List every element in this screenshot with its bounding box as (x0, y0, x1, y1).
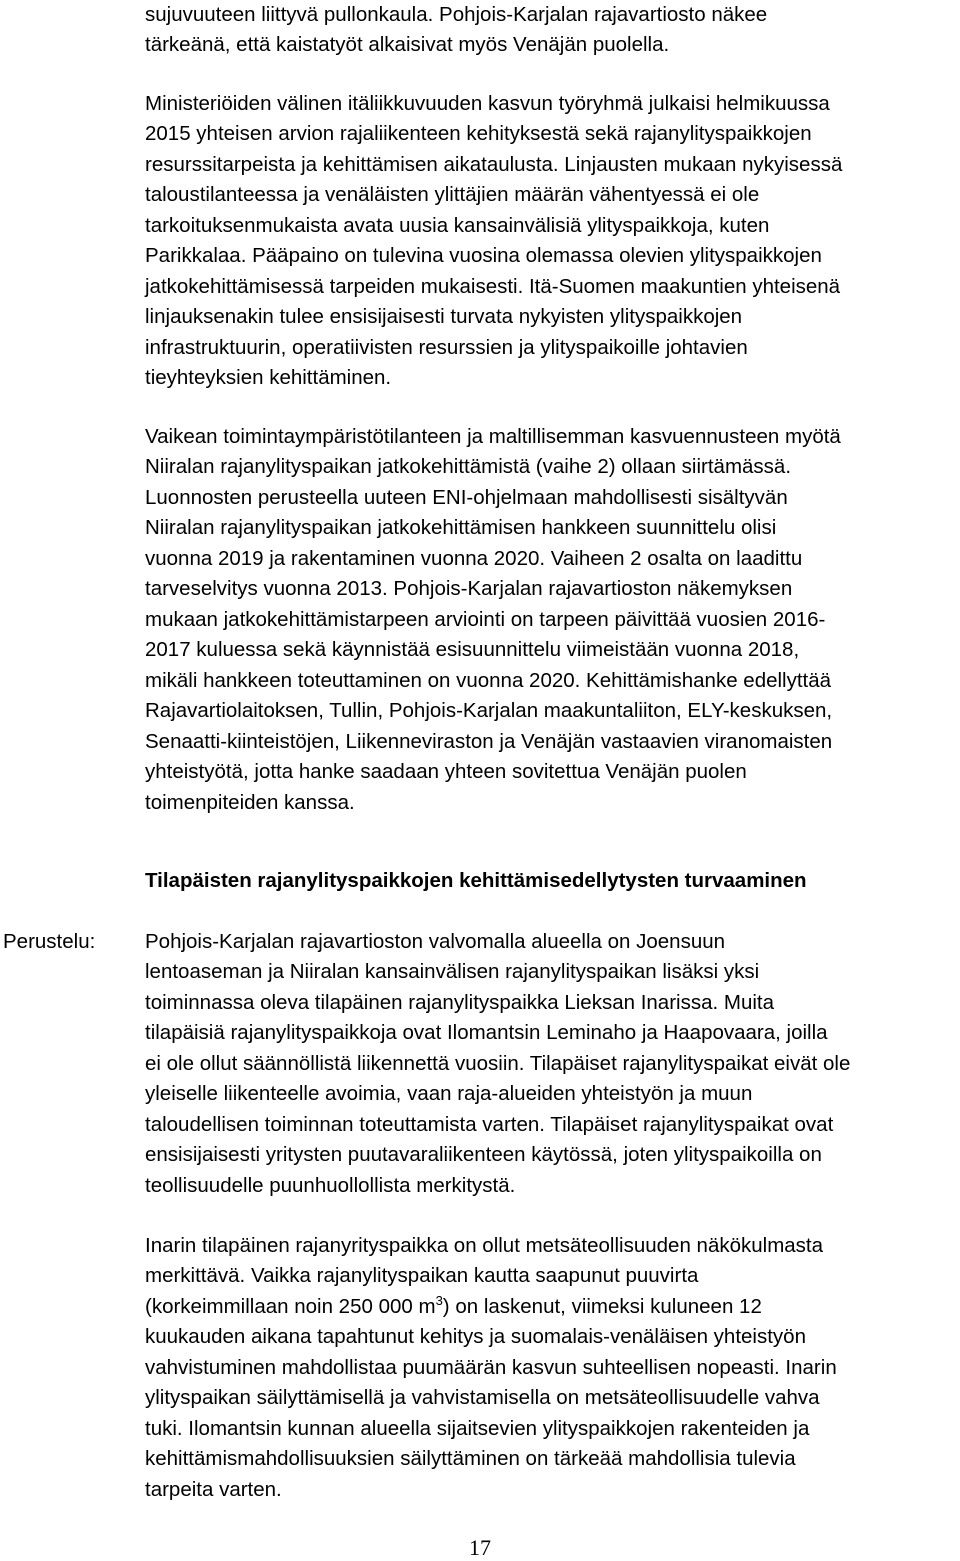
paragraph-5-text: (korkeimmillaan noin 250 000 m (145, 1295, 436, 1318)
paragraph-3-line: tarveselvitys vuonna 2013. Pohjois-Karjalan rajavartioston näkemyksen (145, 577, 793, 600)
paragraph-2-line: infrastruktuurin, operatiivisten resurssien ja ylityspaikoille johtavien (145, 336, 748, 359)
paragraph-2-line: taloustilanteessa ja venäläisten ylittäjien määrän vähentyessä ei ole (145, 183, 760, 206)
paragraph-4-line: lentoaseman ja Niiralan kansainvälisen rajanylityspaikan lisäksi yksi (145, 960, 760, 983)
paragraph-2-line: tarkoituksenmukaista avata uusia kansainvälisiä ylityspaikkoja, kuten (145, 214, 770, 237)
paragraph-3-line: 2017 kuluessa sekä käynnistää esisuunnittelu viimeistään vuonna 2018, (145, 638, 800, 661)
paragraph-4-line: teollisuudelle puunhuollollista merkitystä. (145, 1174, 516, 1197)
paragraph-5-line: vahvistuminen mahdollistaa puumäärän kasvun suhteellisen nopeasti. Inarin (145, 1356, 837, 1379)
section-heading: Tilapäisten rajanylityspaikkojen kehittämisedellytysten turvaaminen (145, 869, 807, 892)
paragraph-5-line: merkittävä. Vaikka rajanylityspaikan kautta saapunut puuvirta (145, 1264, 699, 1287)
paragraph-5-text: ) on laskenut, viimeksi kuluneen 12 (442, 1295, 762, 1318)
paragraph-5-line (145, 1292, 762, 1323)
paragraph-2-line: Parikkalaa. Pääpaino on tulevina vuosina olemassa olevien ylityspaikkojen (145, 244, 822, 267)
paragraph-2-line: tieyhteyksien kehittäminen. (145, 366, 392, 389)
paragraph-2-line: Ministeriöiden välinen itäliikkuvuuden kasvun työryhmä julkaisi helmikuussa (145, 92, 830, 115)
paragraph-3-line: Senaatti-kiinteistöjen, Liikenneviraston ja Venäjän vastaavien viranomaisten (145, 730, 833, 753)
paragraph-1-line: tärkeänä, että kaistatyöt alkaisivat myös Venäjän puolella. (145, 33, 670, 56)
paragraph-5-line: ylityspaikan säilyttämisellä ja vahvistamisella on metsäteollisuudelle vahva (145, 1386, 820, 1409)
paragraph-3-line: Niiralan rajanylityspaikan jatkokehittämisen hankkeen suunnittelu olisi (145, 516, 777, 539)
paragraph-4-line: ensisijaisesti yritysten puutavaraliikenteen käytössä, joten ylityspaikoilla on (145, 1143, 822, 1166)
paragraph-2-line: linjauksenakin tulee ensisijaisesti turvata nykyisten ylityspaikkojen (145, 305, 743, 328)
paragraph-4-line: tilapäisiä rajanylityspaikkoja ovat Ilomantsin Leminaho ja Haapovaara, joilla (145, 1021, 828, 1044)
side-label: Perustelu: (3, 930, 96, 953)
paragraph-4-line: yleiselle liikenteelle avoimia, vaan raja-alueiden yhteistyön ja muun (145, 1082, 753, 1105)
paragraph-5-line: kuukauden aikana tapahtunut kehitys ja suomalais-venäläisen yhteistyön (145, 1325, 806, 1348)
paragraph-3-line: Rajavartiolaitoksen, Tullin, Pohjois-Karjalan maakuntaliiton, ELY-keskuksen, (145, 699, 833, 722)
paragraph-5-line: Inarin tilapäinen rajanyrityspaikka on ollut metsäteollisuuden näkökulmasta (145, 1234, 824, 1257)
paragraph-3-line: Luonnosten perusteella uuteen ENI-ohjelmaan mahdollisesti sisältyvän (145, 486, 788, 509)
page-number: 17 (469, 1535, 491, 1560)
paragraph-5-line: tarpeita varten. (145, 1478, 282, 1501)
paragraph-4-line: toiminnassa oleva tilapäinen rajanylityspaikka Lieksan Inarissa. Muita (145, 991, 774, 1014)
paragraph-5-line: kehittämismahdollisuuksien säilyttäminen on tärkeää mahdollisia tulevia (145, 1447, 796, 1470)
paragraph-3-line: mikäli hankkeen toteuttaminen on vuonna 2020. Kehittämishanke edellyttää (145, 669, 832, 692)
paragraph-3-line: Niiralan rajanylityspaikan jatkokehittämistä (vaihe 2) ollaan siirtämässä. (145, 455, 792, 478)
paragraph-2-line: 2015 yhteisen arvion rajaliikenteen kehityksestä sekä rajanylityspaikkojen (145, 122, 812, 145)
paragraph-2-line: jatkokehittämisessä tarpeiden mukaisesti. Itä-Suomen maakuntien yhteisenä (145, 275, 841, 298)
paragraph-4-line: Pohjois-Karjalan rajavartioston valvomalla alueella on Joensuun (145, 930, 726, 953)
paragraph-3-line: Vaikean toimintaympäristötilanteen ja maltillisemman kasvuennusteen myötä (145, 425, 841, 448)
paragraph-3-line: yhteistyötä, jotta hanke saadaan yhteen sovitettua Venäjän puolen (145, 760, 747, 783)
paragraph-1-line: sujuvuuteen liittyvä pullonkaula. Pohjois-Karjalan rajavartiosto näkee (145, 3, 768, 26)
paragraph-5-line: tuki. Ilomantsin kunnan alueella sijaitsevien ylityspaikkojen rakenteiden ja (145, 1417, 810, 1440)
paragraph-3-line: vuonna 2019 ja rakentaminen vuonna 2020. Vaiheen 2 osalta on laadittu (145, 547, 803, 570)
paragraph-3-line: mukaan jatkokehittämistarpeen arviointi on tarpeen päivittää vuosien 2016- (145, 608, 826, 631)
superscript: 3 (435, 1293, 443, 1308)
paragraph-4-line: taloudellisen toiminnan toteuttamista varten. Tilapäiset rajanylityspaikat ovat (145, 1113, 834, 1136)
paragraph-3-line: toimenpiteiden kanssa. (145, 791, 355, 814)
paragraph-4-line: ei ole ollut säännöllistä liikennettä vuosiin. Tilapäiset rajanylityspaikat eivät ole (145, 1052, 851, 1075)
paragraph-2-line: resurssitarpeista ja kehittämisen aikataulusta. Linjausten mukaan nykyisessä (145, 153, 843, 176)
